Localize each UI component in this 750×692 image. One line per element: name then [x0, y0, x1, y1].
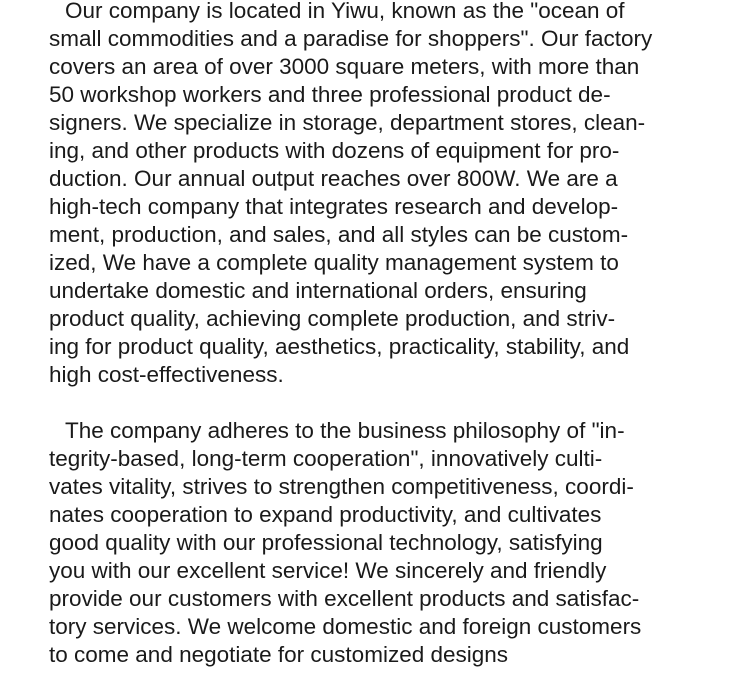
text-line: ing, and other products with dozens of equipment for pro- [49, 138, 620, 163]
text-line: tory services. We welcome domestic and foreign customers [49, 614, 642, 639]
text-line: The company adheres to the business philosophy of "in- [65, 418, 625, 443]
paragraph-company-intro [49, 0, 709, 389]
text-line: ing for product quality, aesthetics, practicality, stability, and [49, 334, 630, 359]
text-line: to come and negotiate for customized designs [49, 642, 509, 667]
text-line: you with our excellent service! We sincerely and friendly [49, 558, 607, 583]
text-line: Our company is located in Yiwu, known as the "ocean of [65, 0, 625, 23]
text-line: covers an area of over 3000 square meters, with more than [49, 54, 640, 79]
text-line: nates cooperation to expand productivity, and cultivates [49, 502, 602, 527]
text-line: high cost-effectiveness. [49, 362, 284, 387]
text-line: product quality, achieving complete production, and striv- [49, 306, 616, 331]
text-line: undertake domestic and international orders, ensuring [49, 278, 587, 303]
document-body [49, 0, 709, 669]
text-line: provide our customers with excellent products and satisfac- [49, 586, 640, 611]
text-line: tegrity-based, long-term cooperation", innovatively culti- [49, 446, 603, 471]
text-line: ized, We have a complete quality management system to [49, 250, 619, 275]
paragraph-business-philosophy [49, 417, 709, 669]
text-line: ment, production, and sales, and all styles can be custom- [49, 222, 629, 247]
text-line: vates vitality, strives to strengthen competitiveness, coordi- [49, 474, 634, 499]
text-line: small commodities and a paradise for shoppers". Our factory [49, 26, 653, 51]
text-line: duction. Our annual output reaches over 800W. We are a [49, 166, 618, 191]
text-line: signers. We specialize in storage, department stores, clean- [49, 110, 646, 135]
text-line: 50 workshop workers and three professional product de- [49, 82, 611, 107]
text-line: high-tech company that integrates research and develop- [49, 194, 619, 219]
text-line: good quality with our professional technology, satisfying [49, 530, 603, 555]
